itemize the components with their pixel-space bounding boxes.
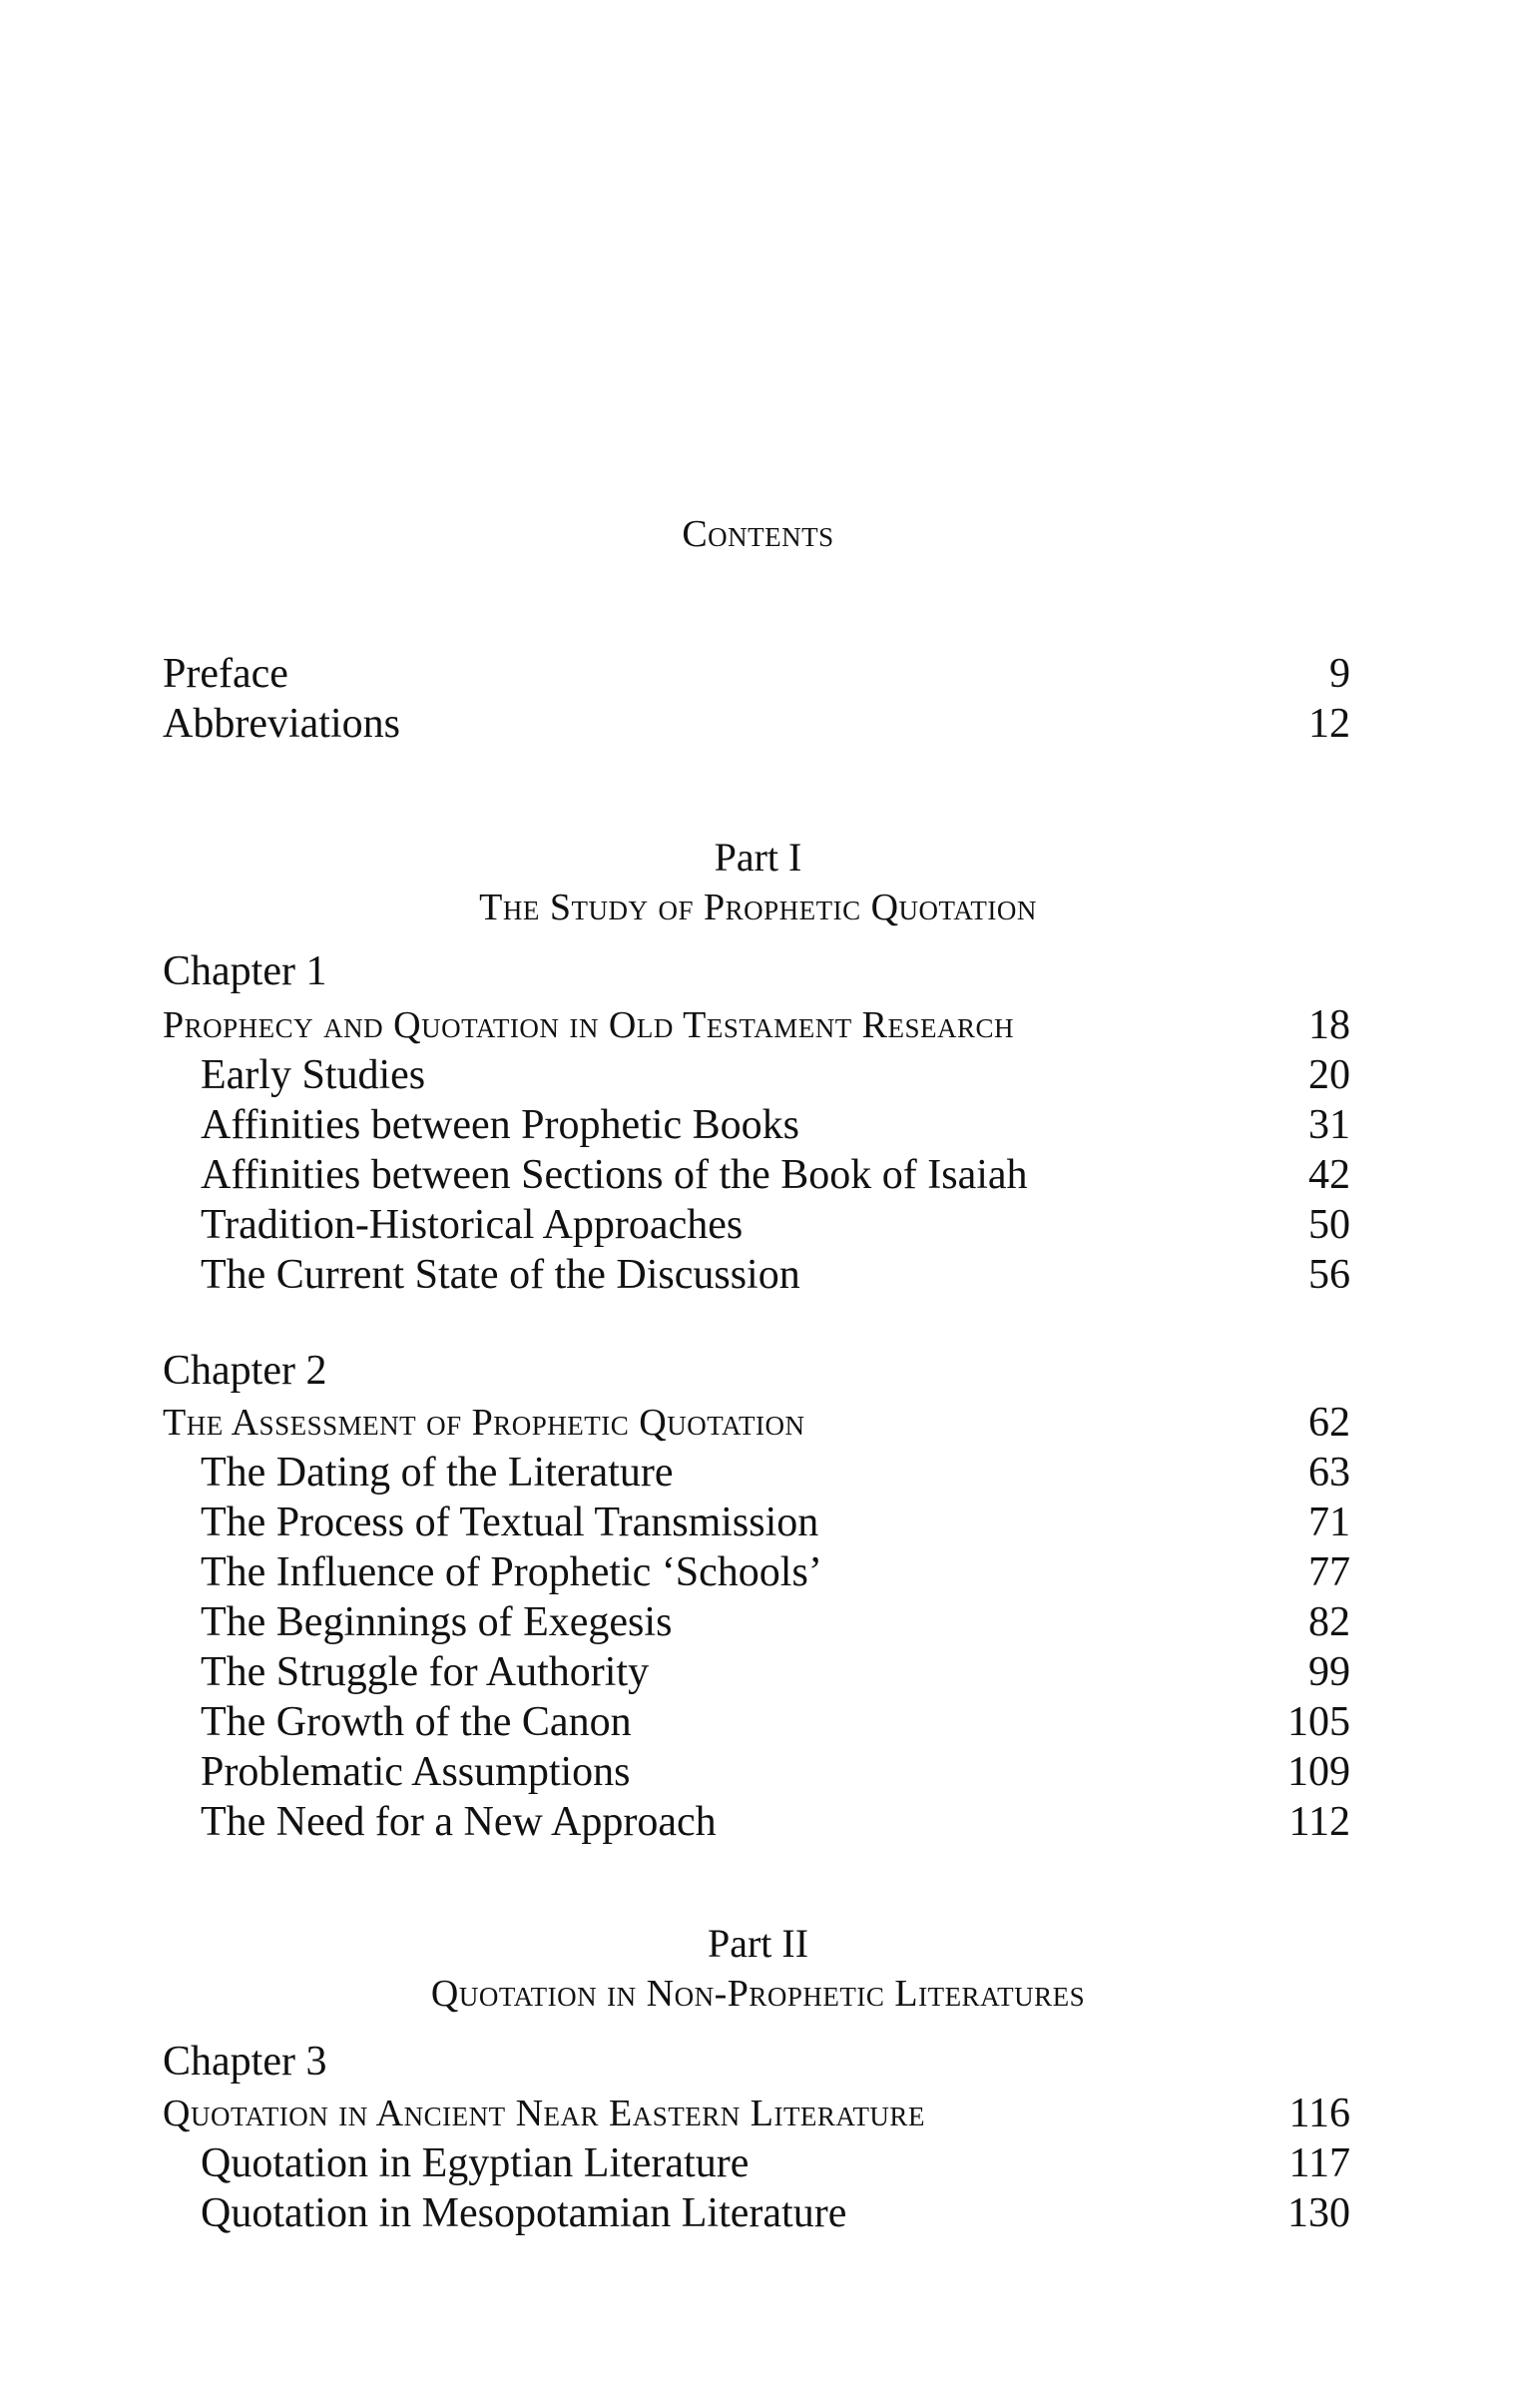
toc-entry[interactable] xyxy=(163,1747,1350,1797)
entry-page: 31 xyxy=(1308,1102,1350,1148)
part-2-title: Quotation in Non-Prophetic Literatures xyxy=(430,1973,1086,2015)
entry-page: 63 xyxy=(1308,1450,1350,1496)
entry-title: Tradition-Historical Approaches xyxy=(201,1202,744,1248)
entry-title: Prophecy and Quotation in Old Testament Research xyxy=(163,1004,1015,1046)
toc-entry[interactable] xyxy=(163,1448,1350,1498)
entry-page: 109 xyxy=(1287,1749,1350,1795)
entry-title: Affinities between Prophetic Books xyxy=(201,1102,799,1148)
entry-page: 116 xyxy=(1288,2091,1350,2136)
entry-title: The Need for a New Approach xyxy=(201,1799,717,1845)
entry-page: 50 xyxy=(1308,1202,1350,1248)
entry-title: The Beginnings of Exegesis xyxy=(201,1599,673,1645)
entry-page: 20 xyxy=(1308,1052,1350,1098)
toc-entry-chapter-2[interactable] xyxy=(163,1398,1350,1448)
toc-entry[interactable] xyxy=(163,2188,1350,2238)
entry-page: 82 xyxy=(1308,1599,1350,1645)
entry-title: The Growth of the Canon xyxy=(201,1699,632,1745)
entry-title: The Dating of the Literature xyxy=(201,1450,674,1496)
toc-entry[interactable] xyxy=(163,1498,1350,1547)
toc-entry[interactable] xyxy=(163,1250,1350,1300)
toc-entry[interactable] xyxy=(163,1200,1350,1250)
entry-title: Abbreviations xyxy=(163,701,400,747)
entry-page: 77 xyxy=(1308,1549,1350,1595)
entry-page: 105 xyxy=(1287,1699,1350,1745)
toc-entry[interactable] xyxy=(163,2138,1350,2188)
toc-entry[interactable] xyxy=(163,1050,1350,1100)
toc-entry[interactable] xyxy=(163,1697,1350,1747)
entry-title: The Process of Textual Transmission xyxy=(201,1500,819,1545)
toc-entry[interactable] xyxy=(163,1150,1350,1200)
chapter-2-label: Chapter 2 xyxy=(163,1348,327,1394)
toc-entry[interactable] xyxy=(163,1100,1350,1150)
entry-title: Quotation in Egyptian Literature xyxy=(201,2140,750,2186)
part-2-label: Part II xyxy=(707,1921,809,1966)
toc-entry-chapter-3[interactable] xyxy=(163,2089,1350,2138)
toc-entry[interactable] xyxy=(163,1547,1350,1597)
toc-entry-preface[interactable] xyxy=(163,649,1350,699)
entry-page: 42 xyxy=(1308,1152,1350,1198)
entry-title: Quotation in Ancient Near Eastern Literature xyxy=(163,2093,925,2134)
chapter-3-label: Chapter 3 xyxy=(163,2039,327,2085)
entry-page: 117 xyxy=(1288,2140,1350,2186)
entry-title: Affinities between Sections of the Book of Isaiah xyxy=(201,1152,1028,1198)
entry-page: 99 xyxy=(1308,1649,1350,1695)
entry-title: Early Studies xyxy=(201,1052,426,1098)
toc-entry-abbreviations[interactable] xyxy=(163,699,1350,749)
entry-page: 71 xyxy=(1308,1500,1350,1545)
entry-title: Problematic Assumptions xyxy=(201,1749,631,1795)
chapter-1-label: Chapter 1 xyxy=(163,948,327,994)
part-1-title: The Study of Prophetic Quotation xyxy=(479,887,1037,928)
toc-entry[interactable] xyxy=(163,1597,1350,1647)
entry-title: Quotation in Mesopotamian Literature xyxy=(201,2190,847,2236)
toc-entry[interactable] xyxy=(163,1647,1350,1697)
entry-title: The Struggle for Authority xyxy=(201,1649,650,1695)
entry-page: 112 xyxy=(1288,1799,1350,1845)
entry-title: Preface xyxy=(163,651,288,697)
entry-page: 18 xyxy=(1308,1002,1350,1048)
entry-page: 12 xyxy=(1308,701,1350,747)
entry-title: The Assessment of Prophetic Quotation xyxy=(163,1402,805,1444)
toc-entry[interactable] xyxy=(163,1797,1350,1847)
entry-page: 56 xyxy=(1308,1252,1350,1298)
entry-page: 62 xyxy=(1308,1400,1350,1446)
toc-entry-chapter-1[interactable] xyxy=(163,1000,1350,1050)
entry-title: The Current State of the Discussion xyxy=(201,1252,800,1298)
page-title: Contents xyxy=(682,513,834,555)
entry-title: The Influence of Prophetic ‘Schools’ xyxy=(201,1549,822,1595)
entry-page: 130 xyxy=(1287,2190,1350,2236)
entry-page: 9 xyxy=(1329,651,1350,697)
part-1-label: Part I xyxy=(714,835,802,880)
